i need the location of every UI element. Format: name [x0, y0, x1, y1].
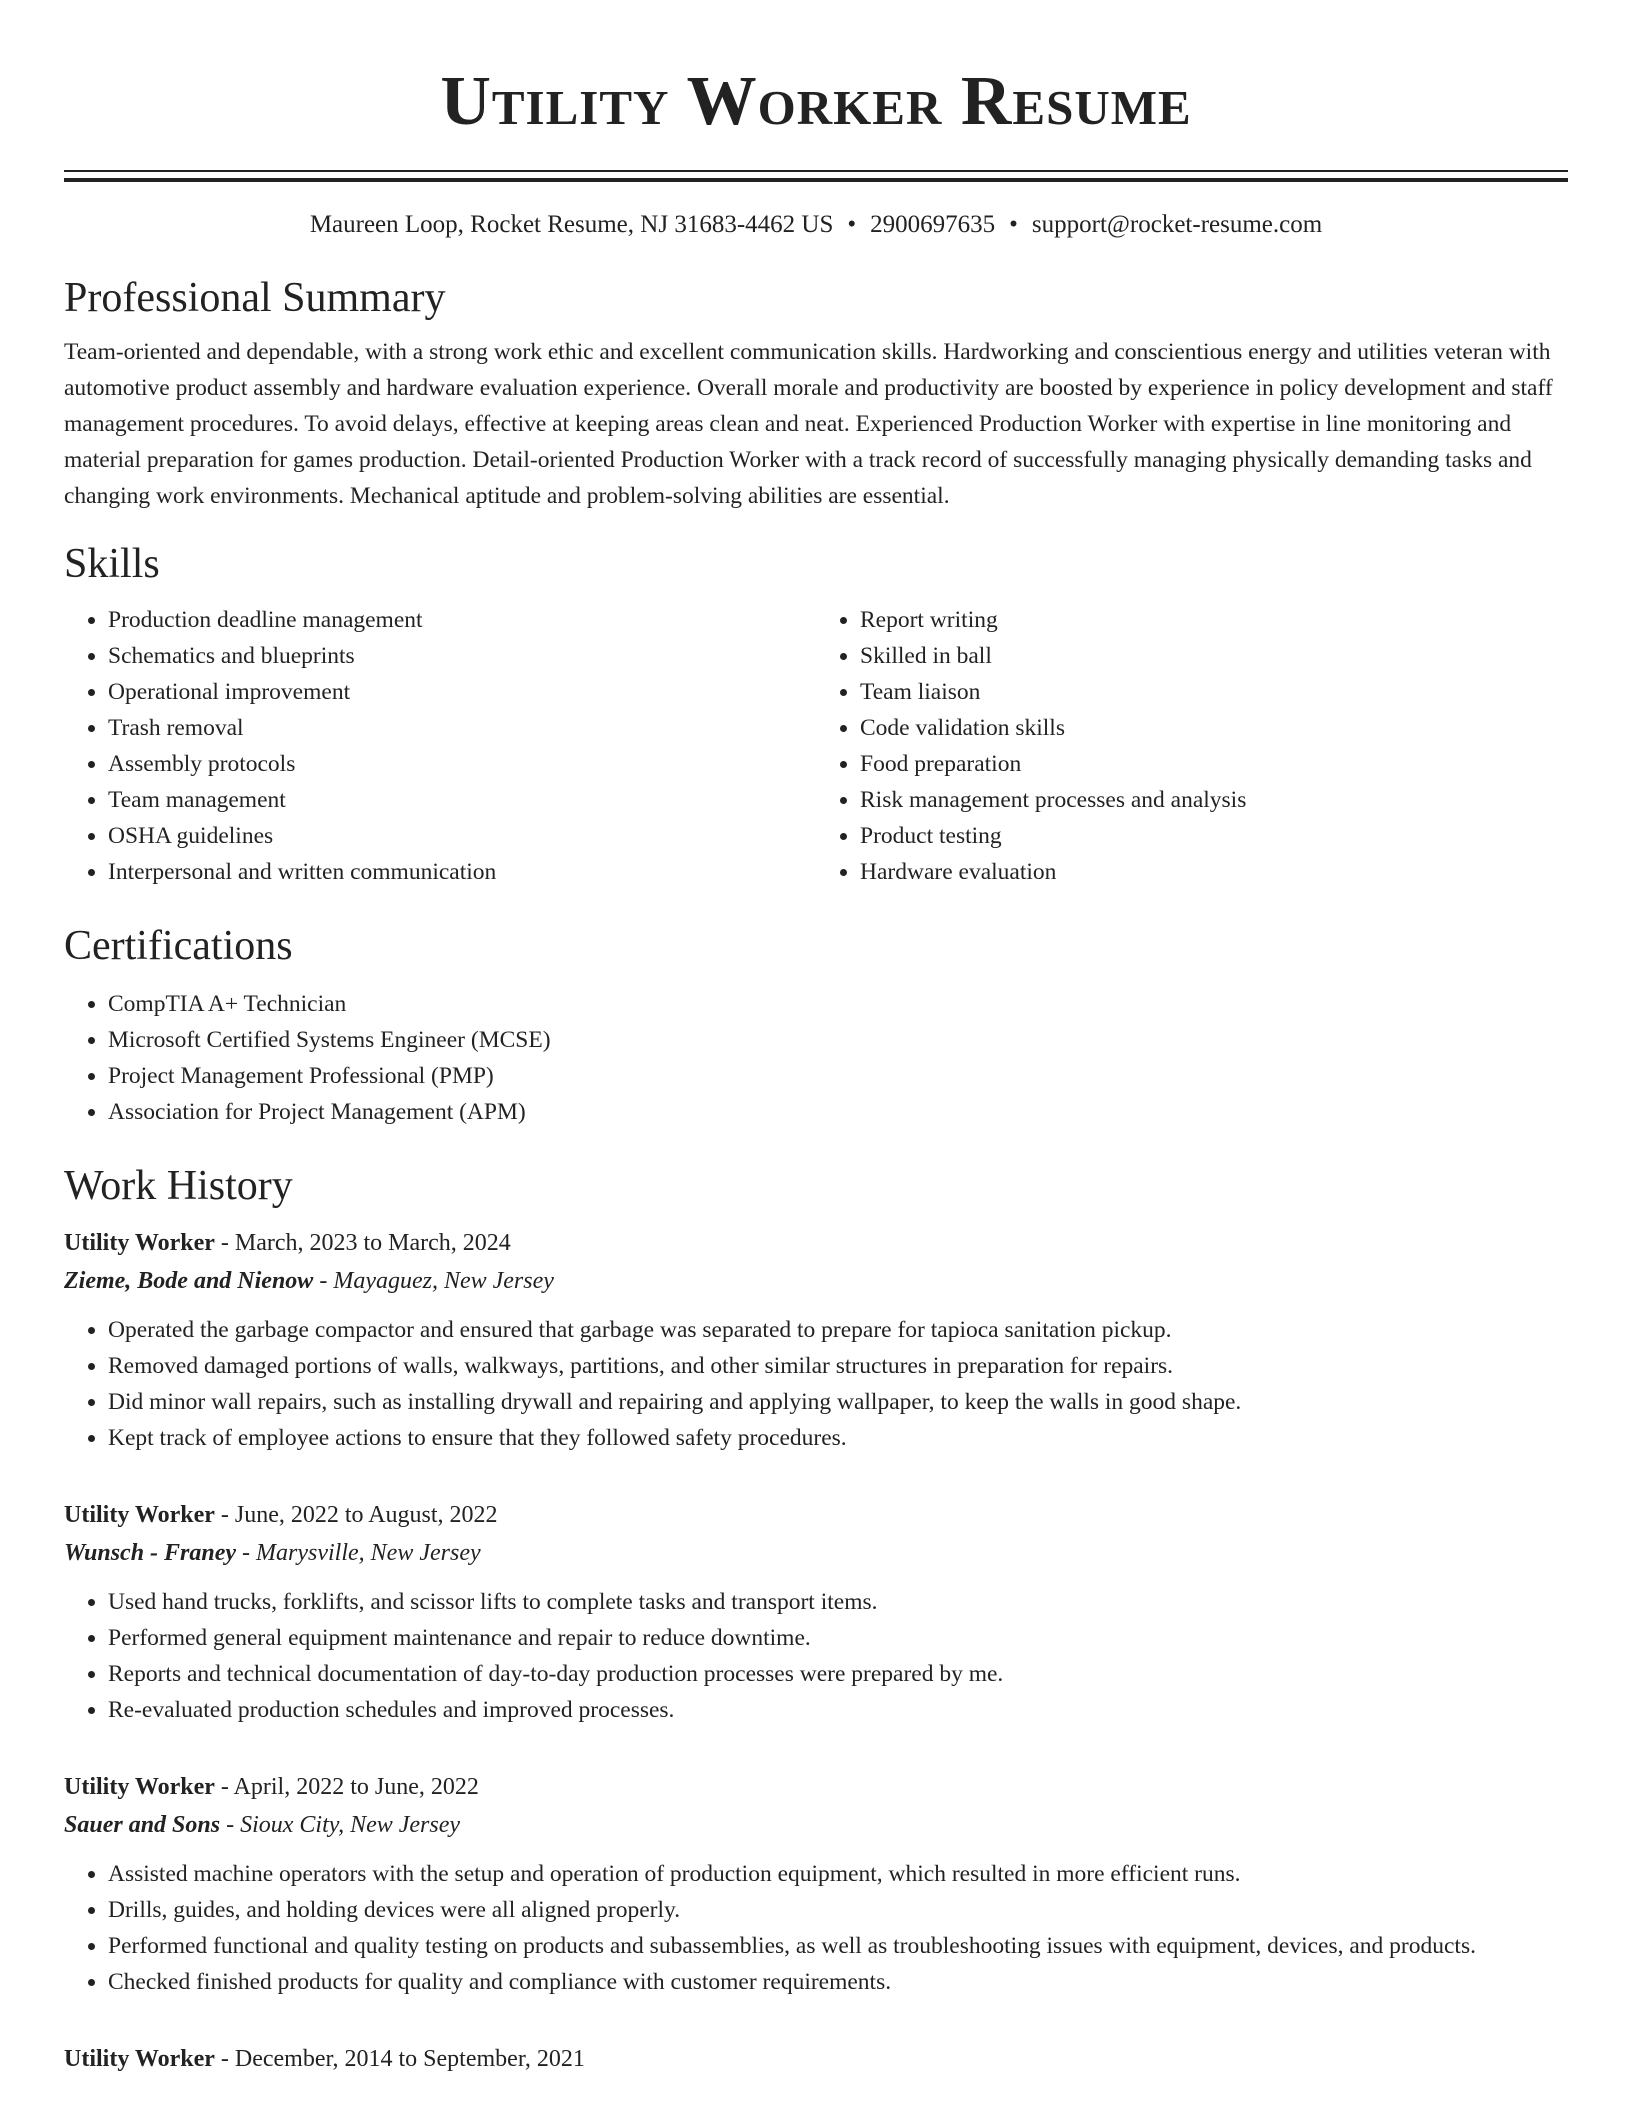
certification-item: • Project Management Professional (PMP): [108, 1058, 1568, 1094]
job-title-line: [64, 2040, 1568, 2078]
skill-item: • Assembly protocols: [108, 746, 816, 782]
job-duty: • Reports and technical documentation of day-to-day production processes were prepared by me.: [108, 1656, 1568, 1692]
job-duty: • Kept track of employee actions to ensure that they followed safety procedures.: [108, 1420, 1568, 1456]
skill-item: • Risk management processes and analysis: [860, 782, 1568, 818]
contact-line: [64, 208, 1568, 242]
job-duties-list: [64, 1856, 1568, 2000]
work-history-heading: Work History: [64, 1163, 293, 1209]
skill-item: • Trash removal: [108, 710, 816, 746]
job-company-line: [64, 1534, 1568, 1572]
work-history-section: [64, 1160, 1568, 2078]
skill-item: • Product testing: [860, 818, 1568, 854]
job-company-line: [64, 1262, 1568, 1300]
skill-item: • Operational improvement: [108, 674, 816, 710]
skill-item: • Report writing: [860, 602, 1568, 638]
skill-item: • Code validation skills: [860, 710, 1568, 746]
job-location: - Marysville, New Jersey: [236, 1540, 481, 1566]
job-title: Utility Worker: [64, 2046, 215, 2072]
job-entry: [64, 1224, 1568, 1456]
job-duty: • Performed functional and quality testing on products and subassemblies, as well as troubleshooting issues with equipment, devices, and products.: [108, 1928, 1568, 1964]
resume-title: Utility Worker Resume: [440, 63, 1192, 140]
job-dates: - March, 2023 to March, 2024: [214, 1230, 511, 1256]
job-duty: • Removed damaged portions of walls, walkways, partitions, and other similar structures in preparation for repairs.: [108, 1348, 1568, 1384]
job-entry: [64, 2040, 1568, 2078]
job-title-line: [64, 1496, 1568, 1534]
skill-item: • Hardware evaluation: [860, 854, 1568, 890]
skills-list-right: [816, 602, 1568, 890]
job-location: - Sioux City, New Jersey: [220, 1812, 461, 1838]
skill-item: • Interpersonal and written communication: [108, 854, 816, 890]
skill-item: • Production deadline management: [108, 602, 816, 638]
job-duty: • Checked finished products for quality and compliance with customer requirements.: [108, 1964, 1568, 2000]
job-title: Utility Worker: [64, 1774, 215, 1800]
contact-separator: •: [847, 211, 857, 238]
contact-phone: 2900697635: [870, 211, 996, 238]
job-dates: - April, 2022 to June, 2022: [214, 1774, 479, 1800]
job-company: Wunsch - Franey: [64, 1540, 237, 1566]
job-title-line: [64, 1768, 1568, 1806]
skill-item: • Team management: [108, 782, 816, 818]
job-entry: [64, 1768, 1568, 2000]
contact-separator: •: [1009, 211, 1018, 238]
job-title: Utility Worker: [64, 1230, 215, 1256]
skill-item: • Team liaison: [860, 674, 1568, 710]
job-duty: • Did minor wall repairs, such as installing drywall and repairing and applying wallpaper, to keep the walls in good shape.: [108, 1384, 1568, 1420]
job-duties-list: [64, 1312, 1568, 1456]
skills-heading: Skills: [64, 541, 160, 587]
job-duty: • Used hand trucks, forklifts, and scissor lifts to complete tasks and transport items.: [108, 1584, 1568, 1620]
skills-section: [64, 538, 1568, 890]
job-duty: • Re-evaluated production schedules and improved processes.: [108, 1692, 1568, 1728]
job-duty: • Drills, guides, and holding devices were all aligned properly.: [108, 1892, 1568, 1928]
certification-item: • Microsoft Certified Systems Engineer (MCSE): [108, 1022, 1568, 1058]
certifications-heading: Certifications: [64, 923, 293, 969]
job-duty: • Operated the garbage compactor and ensured that garbage was separated to prepare for tapioca sanitation pickup.: [108, 1312, 1568, 1348]
title-divider: [64, 170, 1568, 182]
job-company: Sauer and Sons: [64, 1812, 221, 1838]
job-entry: [64, 1496, 1568, 1728]
resume-page: [64, 0, 1568, 2078]
certification-item: • CompTIA A+ Technician: [108, 986, 1568, 1022]
job-duty: • Assisted machine operators with the setup and operation of production equipment, which resulted in more efficient runs.: [108, 1856, 1568, 1892]
certifications-section: [64, 920, 1568, 1130]
certification-item: • Association for Project Management (APM): [108, 1094, 1568, 1130]
job-duty: • Performed general equipment maintenance and repair to reduce downtime.: [108, 1620, 1568, 1656]
skill-item: • Skilled in ball: [860, 638, 1568, 674]
job-duties-list: [64, 1584, 1568, 1728]
job-company: Zieme, Bode and Nienow: [64, 1268, 314, 1294]
skill-item: • OSHA guidelines: [108, 818, 816, 854]
skills-list-left: [64, 602, 816, 890]
job-company-line: [64, 1806, 1568, 1844]
contact-email[interactable]: support@rocket-resume.com: [1031, 211, 1323, 238]
job-dates: - December, 2014 to September, 2021: [214, 2046, 585, 2072]
job-title-line: [64, 1224, 1568, 1262]
skills-grid: [64, 602, 1568, 890]
skill-item: • Schematics and blueprints: [108, 638, 816, 674]
job-location: - Mayaguez, New Jersey: [313, 1268, 554, 1294]
contact-address: Maureen Loop, Rocket Resume, NJ 31683-4462 US: [309, 211, 834, 238]
job-title: Utility Worker: [64, 1502, 215, 1528]
summary-heading: Professional Summary: [64, 275, 446, 321]
skill-item: • Food preparation: [860, 746, 1568, 782]
summary-text: Team-oriented and dependable, with a strong work ethic and excellent communication skills. Hardworking and conscientious energy and utilities veteran with automotive product assembly and hardware evaluation experience. Overall morale and productivity are boosted by experience in policy development and staff management procedures. To avoid delays, effective at keeping areas clean and neat. Experienced Production Worker with expertise in line monitoring and material preparation for games production. Detail-oriented Production Worker with a track record of successfully managing physically demanding tasks and changing work environments. Mechanical aptitude and problem-solving abilities are essential.: [64, 339, 1553, 509]
summary-section: [64, 272, 1568, 514]
certifications-list: [64, 986, 1568, 1130]
job-dates: - June, 2022 to August, 2022: [214, 1502, 498, 1528]
